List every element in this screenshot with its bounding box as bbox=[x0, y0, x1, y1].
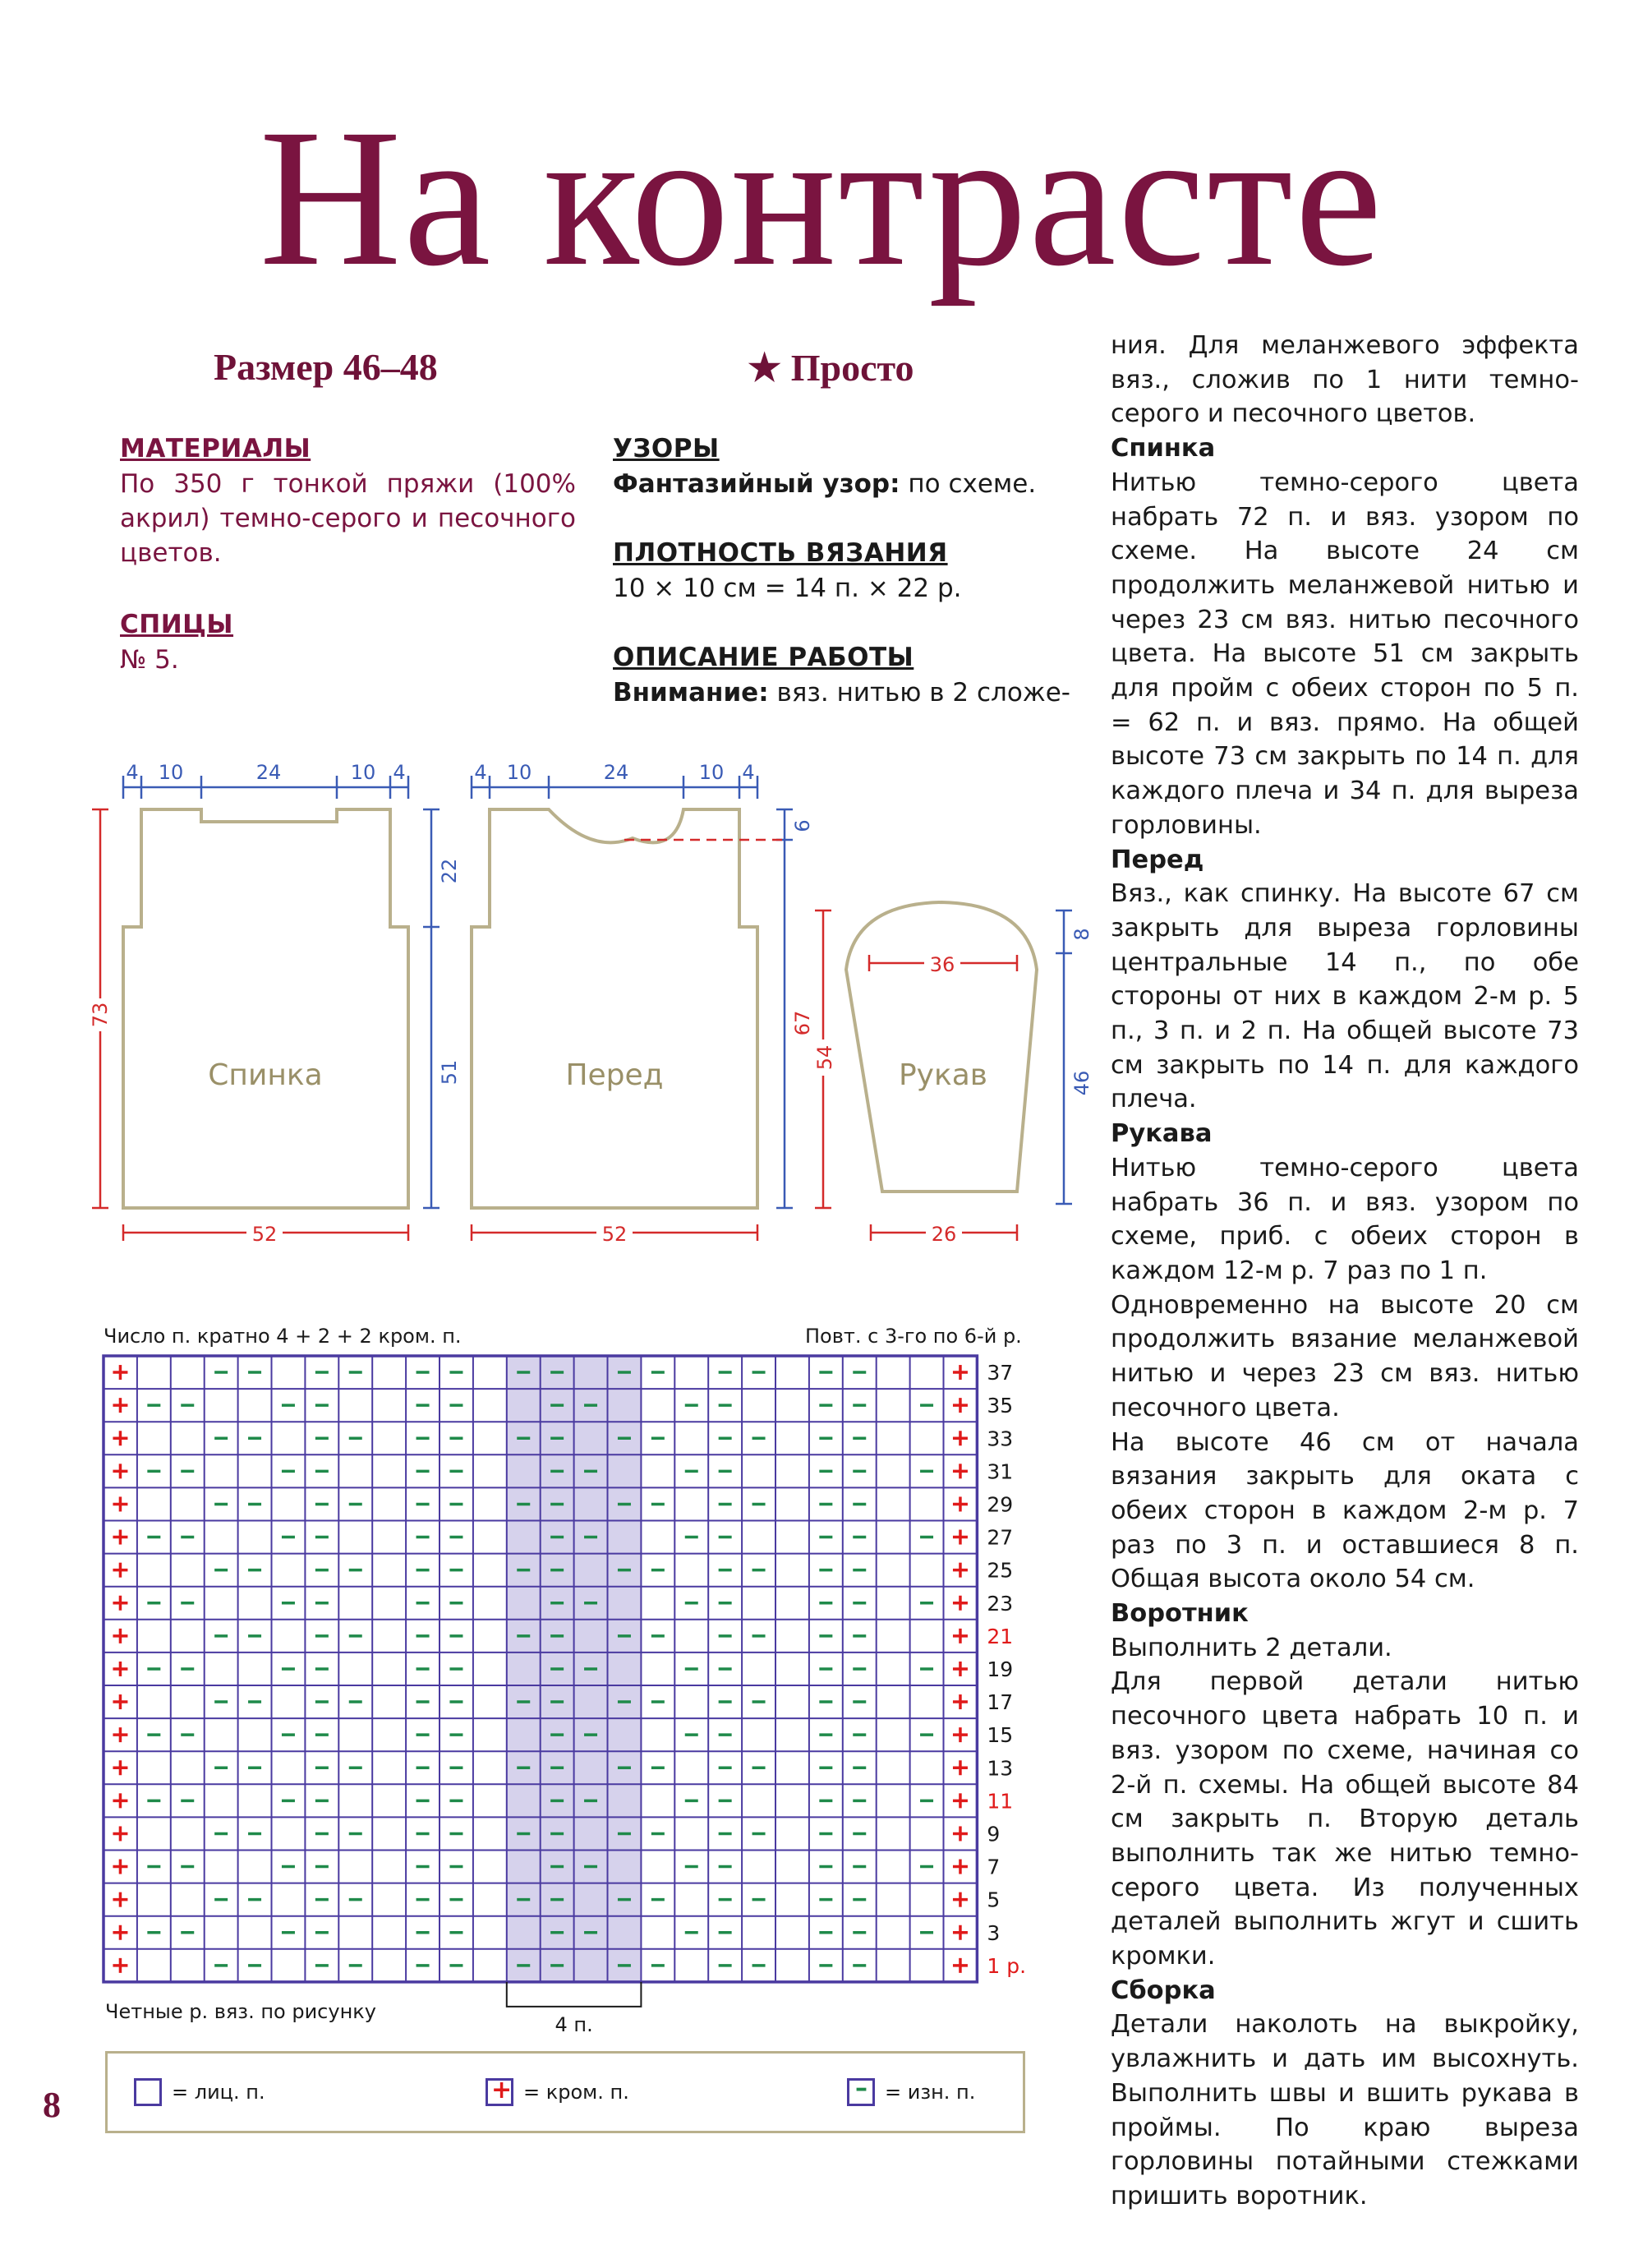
back-height-dim: 73 bbox=[89, 1002, 112, 1028]
front-width-dim: 52 bbox=[601, 1223, 628, 1246]
paragraph: Нитью темно-серого цвета набрать 72 п. и вяз. узором по схеме. На высоте 24 см продолжить меланжевой нитью и через 23 см вяз. нитью песочного цвета. На высоте 51 см закрыть для пройм с обеих сторон по 5 п. = 62 п. и вяз. прямо. На общей высоте 73 см закрыть по 14 п. для каждого плеча и 34 п. для выреза горловины. bbox=[1111, 468, 1579, 840]
row-number: 11 bbox=[987, 1789, 1014, 1814]
materials-heading: МАТЕРИАЛЫ bbox=[120, 434, 311, 463]
row-number: 27 bbox=[987, 1525, 1014, 1550]
row-number: 31 bbox=[987, 1459, 1014, 1484]
section-heading: Перед bbox=[1111, 845, 1204, 874]
work-text: вяз. нитью в 2 сложе- bbox=[776, 678, 1070, 708]
row-number: 9 bbox=[987, 1822, 1001, 1846]
size-heading: Размер 46–48 bbox=[214, 346, 438, 388]
front-dim-top: 4 bbox=[742, 761, 755, 784]
materials-line: цветов. bbox=[120, 538, 222, 568]
row-number: 29 bbox=[987, 1492, 1014, 1517]
page-number: 8 bbox=[43, 2085, 61, 2125]
back-armhole-dim: 22 bbox=[438, 858, 461, 884]
row-number: 23 bbox=[987, 1591, 1014, 1616]
gauge-heading: ПЛОТНОСТЬ ВЯЗАНИЯ bbox=[613, 538, 948, 568]
front-dim-top: 10 bbox=[506, 761, 532, 784]
back-outline bbox=[123, 809, 408, 1208]
sleeve-cuff-dim: 26 bbox=[931, 1223, 957, 1246]
back-dim-top: 4 bbox=[393, 761, 406, 784]
legend-knit-label: = лиц. п. bbox=[172, 2081, 265, 2104]
edge-stitch-icon: + bbox=[486, 2078, 513, 2106]
row-number: 5 bbox=[987, 1888, 1001, 1912]
materials-line: По 350 г тонкой пряжи (100% bbox=[120, 469, 576, 499]
section-heading: Сборка bbox=[1111, 1975, 1216, 2005]
front-outline bbox=[472, 809, 757, 1208]
page-title: На контрасте bbox=[259, 88, 1384, 307]
paragraph: Детали наколоть на выкройку, увлажнить и дать им высохнуть. Выполнить швы и вшить рукава в проймы. По краю выреза горловины потайными стежками пришить воротник. bbox=[1111, 2010, 1579, 2210]
section-heading: Рукава bbox=[1111, 1119, 1213, 1149]
row-number: 35 bbox=[987, 1394, 1014, 1418]
front-height-dim: 67 bbox=[791, 1010, 814, 1036]
row-number: 17 bbox=[987, 1690, 1014, 1715]
front-label: Перед bbox=[565, 1058, 664, 1092]
paragraph: ния. Для меланжевого эффекта вяз., сложив по 1 нити темно-серого и песочного цветов. bbox=[1111, 331, 1579, 429]
back-width-dim: 52 bbox=[251, 1223, 278, 1246]
back-label: Спинка bbox=[208, 1058, 323, 1092]
knitting-chart bbox=[0, 1348, 1117, 2038]
sleeve-length-dim: 46 bbox=[1070, 1070, 1093, 1096]
front-dim-top: 24 bbox=[603, 761, 629, 784]
row-number: 21 bbox=[987, 1624, 1014, 1648]
patterns-heading: УЗОРЫ bbox=[613, 434, 720, 463]
sleeve-total-dim: 54 bbox=[813, 1044, 836, 1071]
sleeve-cap-dim: 8 bbox=[1070, 928, 1093, 941]
purl-stitch-icon: – bbox=[847, 2078, 875, 2106]
difficulty-label: ★ Просто bbox=[748, 347, 914, 389]
row-number: 3 bbox=[987, 1920, 1001, 1945]
materials-line: акрил) темно-серого и песочного bbox=[120, 504, 576, 533]
row-number: 15 bbox=[987, 1723, 1014, 1748]
back-dim-top: 24 bbox=[255, 761, 282, 784]
front-dim-top: 4 bbox=[474, 761, 487, 784]
knit-stitch-icon bbox=[134, 2078, 162, 2106]
row-number: 1 р. bbox=[987, 1953, 1027, 1978]
row-number: 7 bbox=[987, 1855, 1001, 1879]
row-number: 33 bbox=[987, 1427, 1014, 1451]
repeat-label: 4 п. bbox=[555, 2012, 593, 2036]
front-neck-dim: 6 bbox=[791, 819, 814, 832]
back-dim-top: 4 bbox=[126, 761, 139, 784]
back-dim-top: 10 bbox=[158, 761, 184, 784]
section-heading: Спинка bbox=[1111, 434, 1216, 463]
patterns-text: по схеме. bbox=[908, 469, 1037, 499]
legend-edge bbox=[486, 2078, 629, 2106]
paragraph: На высоте 46 см от начала вязания закрыть для оката с обеих сторон в каждом 2-м р. 7 раз по 3 п. и оставшиеся 8 п. Общая высота около 54 см. bbox=[1111, 1427, 1579, 1594]
row-number: 13 bbox=[987, 1756, 1014, 1781]
paragraph: Выполнить 2 детали. bbox=[1111, 1633, 1392, 1662]
row-number: 37 bbox=[987, 1361, 1014, 1385]
sleeve-outline bbox=[846, 902, 1037, 1192]
paragraph: Нитью темно-серого цвета набрать 36 п. и вяз. узором по схеме, приб. с обеих сторон в каждом 12-м р. 7 раз по 1 п. bbox=[1111, 1153, 1579, 1285]
paragraph: Одновременно на высоте 20 см продолжить вязание меланжевой нитью и через 23 см вяз. нитью песочного цвета. bbox=[1111, 1290, 1579, 1422]
row-number: 19 bbox=[987, 1657, 1014, 1681]
back-body-dim: 51 bbox=[438, 1059, 461, 1086]
work-label: Внимание: bbox=[613, 678, 769, 708]
section-heading: Воротник bbox=[1111, 1599, 1249, 1629]
work-heading: ОПИСАНИЕ РАБОТЫ bbox=[613, 643, 914, 672]
paragraph: Вяз., как спинку. На высоте 67 см закрыть для выреза горловины центральные 14 п., по обе стороны от них в каждом 2-м р. 5 п., 3 п. и 2 п. На общей высоте 73 см закрыть по 14 п. для каждого плеча. bbox=[1111, 879, 1579, 1114]
chart-legend bbox=[105, 2051, 1025, 2133]
legend-edge-label: = кром. п. bbox=[523, 2081, 629, 2104]
sleeve-label: Рукав bbox=[898, 1058, 988, 1092]
patterns-label: Фантазийный узор: bbox=[613, 469, 900, 499]
back-dim-top: 10 bbox=[350, 761, 376, 784]
sleeve-cap-width-dim: 36 bbox=[929, 953, 955, 976]
legend-purl bbox=[847, 2074, 976, 2106]
legend-purl-label: = изн. п. bbox=[885, 2081, 976, 2104]
paragraph: Для первой детали нитью песочного цвета набрать 10 п. и вяз. узором по схеме, начиная со 2-й п. схемы. На общей высоте 84 см закрыть п. Вторую деталь выполнить так же нитью темно-серого цвета. Из полученных деталей выполнить жгут и сшить кромки. bbox=[1111, 1667, 1579, 1971]
legend-knit bbox=[134, 2078, 265, 2106]
row-number: 25 bbox=[987, 1558, 1014, 1583]
chart-caption-right: Повт. с 3-го по 6-й р. bbox=[805, 1325, 1022, 1348]
chart-caption-left: Число п. кратно 4 + 2 + 2 кром. п. bbox=[104, 1325, 462, 1348]
gauge-text: 10 × 10 см = 14 п. × 22 р. bbox=[613, 574, 962, 603]
front-dim-top: 10 bbox=[698, 761, 725, 784]
needles-heading: СПИЦЫ bbox=[120, 610, 234, 639]
repeat-bracket bbox=[507, 1982, 642, 2007]
chart-footer: Четные р. вяз. по рисунку bbox=[105, 2000, 376, 2023]
needles-text: № 5. bbox=[120, 645, 179, 675]
